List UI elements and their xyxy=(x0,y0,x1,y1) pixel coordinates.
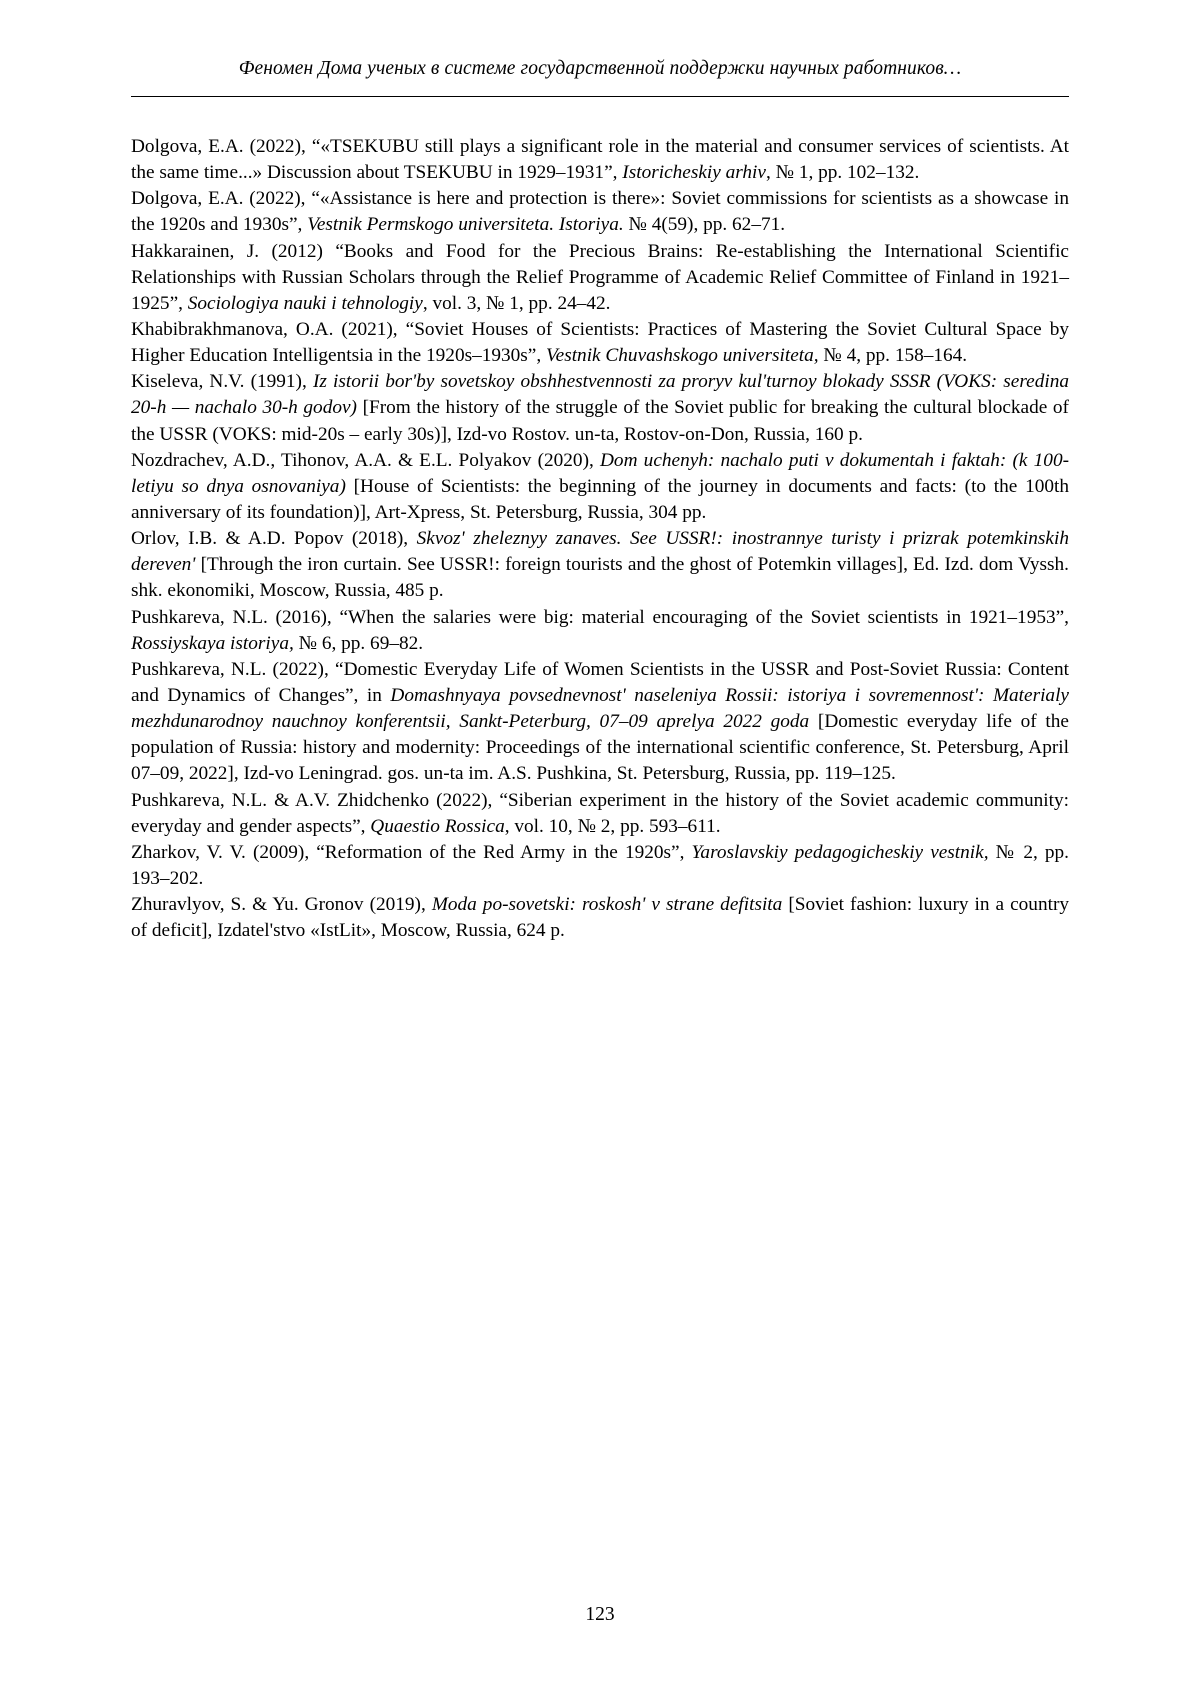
reference-entry: Khabibrakhmanova, O.A. (2021), “Soviet Houses of Scientists: Practices of Mastering the Soviet Cultural Space by Higher Education Intelligentsia in the 1920s–1930s”, Vestnik Chuvashskogo universiteta, № 4, pp. 158–164. xyxy=(131,318,1069,367)
reference-entry: Zhuravlyov, S. & Yu. Gronov (2019), Moda po-sovetski: roskosh' v strane defitsita [Soviet fashion: luxury in a country of deficit], Izdatel'stvo «IstLit», Moscow, Russia, 624 p. xyxy=(131,894,1070,942)
header-divider xyxy=(131,96,1069,97)
reference-entry: Kiseleva, N.V. (1991), Iz istorii bor'by sovetskoy obshhestvennosti za proryv kul'turnoy blokady SSSR (VOKS: seredina 20-h — nachalo 30-h godov) [From the history of the struggle of the Soviet public for breaking the cultural blockade of the USSR (VOKS: mid-20s – early 30s)], Izd-vo Rostov. un-ta, Rostov-on-Don, Russia, 160 p. xyxy=(131,371,1069,445)
reference-entry: Dolgova, E.A. (2022), “«TSEKUBU still plays a significant role in the material and consumer services of scientists. At the same time...» Discussion about TSEKUBU in 1929–1931”, Istoricheskiy arhiv, № 1, pp. 102–132. xyxy=(131,136,1069,184)
reference-entry: Zharkov, V. V. (2009), “Reformation of the Red Army in the 1920s”, Yaroslavskiy pedagogicheskiy vestnik, № 2, pp. 193–202. xyxy=(131,841,1069,889)
reference-entry: Pushkareva, N.L. & A.V. Zhidchenko (2022), “Siberian experiment in the history of the Soviet academic community: everyday and gender aspects”, Quaestio Rossica, vol. 10, № 2, pp. 593–611. xyxy=(131,789,1069,837)
reference-entry: Dolgova, E.A. (2022), “«Assistance is here and protection is there»: Soviet commissions for scientists as a showcase in the 1920s and 1930s”, Vestnik Permskogo universiteta. Istoriya. № 4(59), pp. 62–71. xyxy=(131,188,1069,236)
reference-entry: Pushkareva, N.L. (2022), “Domestic Everyday Life of Women Scientists in the USSR and Post-Soviet Russia: Content and Dynamics of Changes”, in Domashnyaya povsednevnost' naseleniya Rossii: istoriya i sovremennost': Materialy mezhdunarodnoy nauchnoy konferentsii, Sankt-Peterburg, 07–09 aprelya 2022 goda [Domestic everyday life of the population of Russia: history and modernity: Proceedings of the international scientific conference, St. Petersburg, April 07–09, 2022], Izd-vo Leningrad. gos. un-ta im. A.S. Pushkina, St. Petersburg, Russia, pp. 119–125. xyxy=(131,658,1069,785)
reference-entry: Hakkarainen, J. (2012) “Books and Food for the Precious Brains: Re-establishing the International Scientific Relationships with Russian Scholars through the Relief Programme of Academic Relief Committee of Finland in 1921–1925”, Sociologiya nauki i tehnologiy, vol. 3, № 1, pp. 24–42. xyxy=(131,240,1069,314)
page-number: 123 xyxy=(585,1604,615,1625)
reference-entry: Nozdrachev, A.D., Tihonov, A.A. & E.L. Polyakov (2020), Dom uchenyh: nachalo puti v dokumentah i faktah: (k 100-letiyu so dnya osnovaniya) [House of Scientists: the beginning of the journey in documents and facts: (to the 100th anniversary of its foundation)], Art-Xpress, St. Petersburg, Russia, 304 pp. xyxy=(131,449,1070,523)
reference-list xyxy=(131,134,1069,944)
reference-entry: Pushkareva, N.L. (2016), “When the salaries were big: material encouraging of the Soviet scientists in 1921–1953”, Rossiyskaya istoriya, № 6, pp. 69–82. xyxy=(131,606,1069,654)
running-head: Феномен Дома ученых в системе государственной поддержки научных работников… xyxy=(238,58,962,79)
reference-entry: Orlov, I.B. & A.D. Popov (2018), Skvoz' zheleznyy zanaves. See USSR!: inostrannye turisty i prizrak potemkinskih dereven' [Through the iron curtain. See USSR!: foreign tourists and the ghost of Potemkin villages], Ed. Izd. dom Vyssh. shk. ekonomiki, Moscow, Russia, 485 p. xyxy=(131,528,1069,602)
